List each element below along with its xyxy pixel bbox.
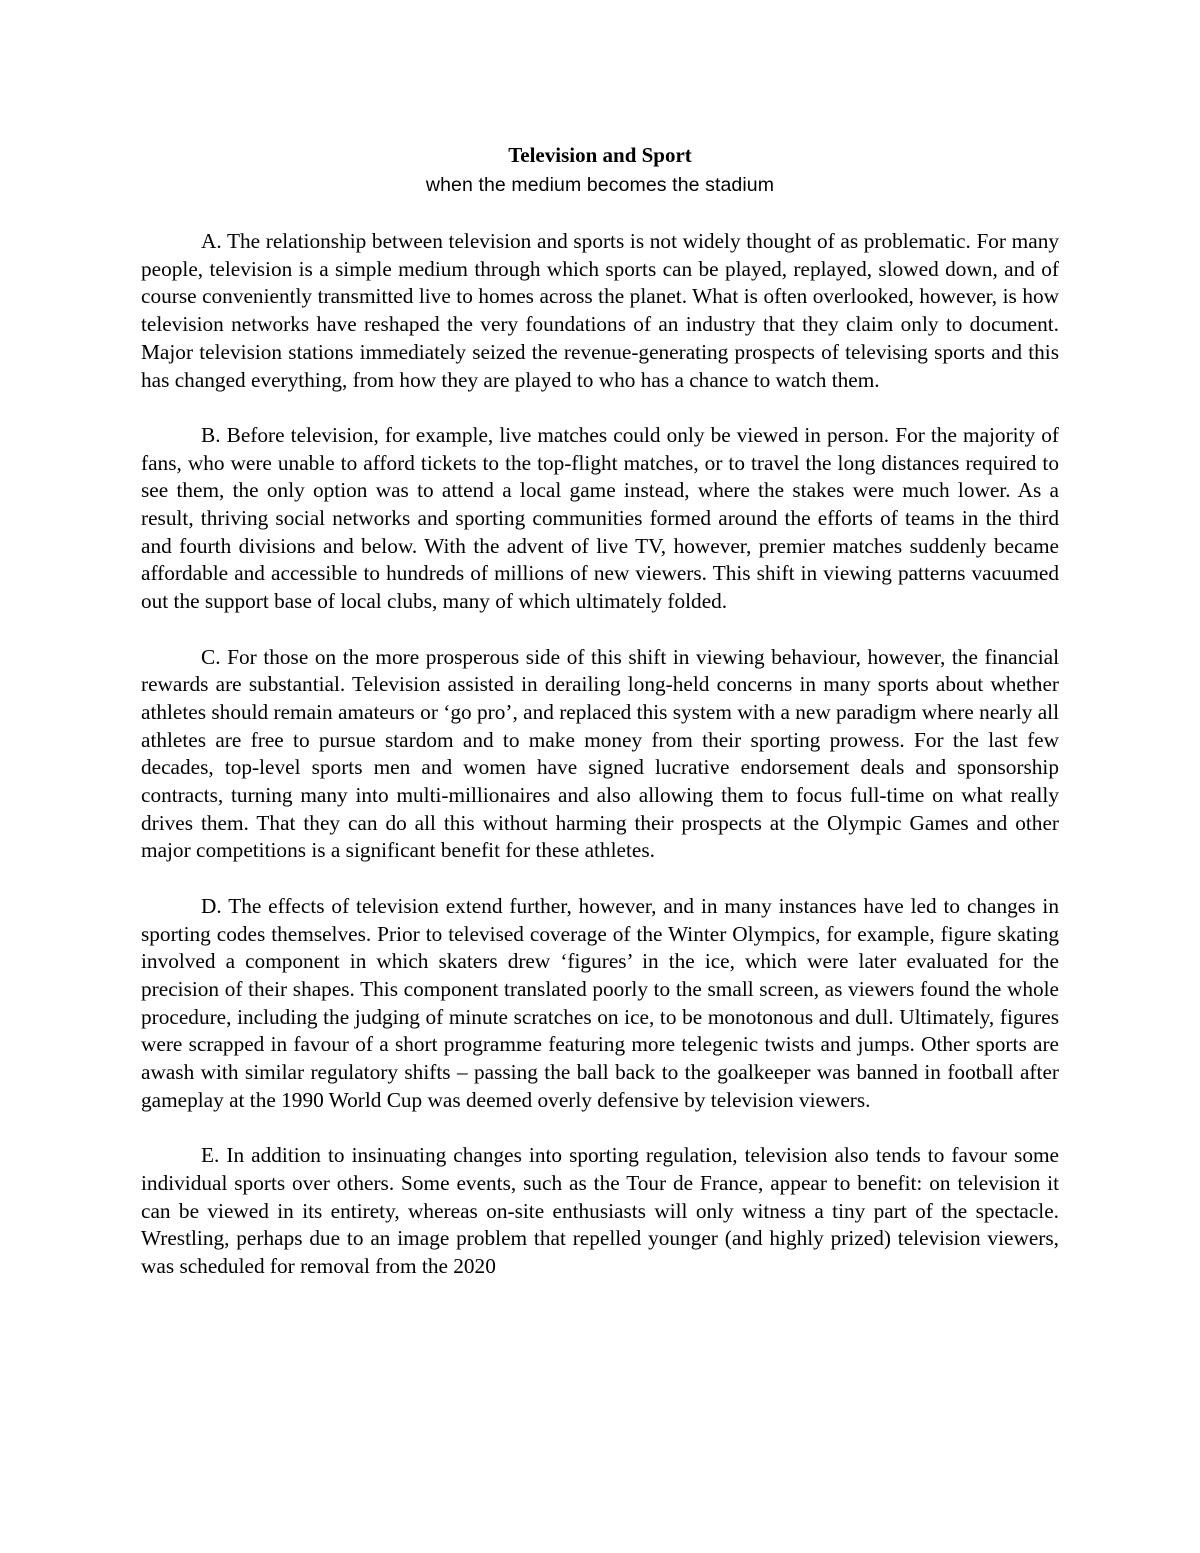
paragraph-d: D. The effects of television extend further, however, and in many instances have led to changes in sporting codes themselves. Prior to televised coverage of the Winter Olympics, for example, figure skating involved a component in which skaters drew ‘figures’ in the ice, which were later evaluated for the precision of their shapes. This component translated poorly to the small screen, as viewers found the whole procedure, including the judging of minute scratches on ice, to be monotonous and dull. Ultimately, figures were scrapped in favour of a short programme featuring more telegenic twists and jumps. Other sports are awash with similar regulatory shifts – passing the ball back to the goalkeeper was banned in football after gameplay at the 1990 World Cup was deemed overly defensive by television viewers. (141, 893, 1059, 1112)
paragraph-a: A. The relationship between television and sports is not widely thought of as problematic. For many people, television is a simple medium through which sports can be played, replayed, slowed down, and of course conveniently transmitted live to homes across the planet. What is often overlooked, however, is how television networks have reshaped the very foundations of an industry that they claim only to document. Major television stations immediately seized the revenue-generating prospects of televising sports and this has changed everything, from how they are played to who has a chance to watch them. (141, 229, 1059, 392)
paragraph-e: E. In addition to insinuating changes into sporting regulation, television also tends to favour some individual sports over others. Some events, such as the Tour de France, appear to benefit: on television it can be viewed in its entirety, whereas on-site enthusiasts will only witness a tiny part of the spectacle. Wrestling, perhaps due to an image problem that repelled younger (and highly prized) television viewers, was scheduled for removal from the 2020 (141, 1143, 1059, 1278)
document-content (141, 140, 1059, 1281)
document-subtitle: when the medium becomes the stadium (425, 174, 775, 196)
paragraph-c: C. For those on the more prosperous side of this shift in viewing behaviour, however, the financial rewards are substantial. Television assisted in derailing long-held concerns in many sports about whether athletes should remain amateurs or ‘go pro’, and replaced this system with a new paradigm where nearly all athletes are free to pursue stardom and to make money from their sporting prowess. For the last few decades, top-level sports men and women have signed lucrative endorsement deals and sponsorship contracts, turning many into multi-millionaires and also allowing them to focus full-time on what really drives them. That they can do all this without harming their prospects at the Olympic Games and other major competitions is a significant benefit for these athletes. (141, 644, 1059, 863)
document-title: Television and Sport (508, 143, 692, 167)
document-body (141, 228, 1059, 1281)
paragraph-b: B. Before television, for example, live matches could only be viewed in person. For the majority of fans, who were unable to afford tickets to the top-flight matches, or to travel the long distances required to see them, the only option was to attend a local game instead, where the stakes were much lower. As a result, thriving social networks and sporting communities formed around the efforts of teams in the third and fourth divisions and below. With the advent of live TV, however, premier matches suddenly became affordable and accessible to hundreds of millions of new viewers. This shift in viewing patterns vacuumed out the support base of local clubs, many of which ultimately folded. (141, 422, 1059, 614)
